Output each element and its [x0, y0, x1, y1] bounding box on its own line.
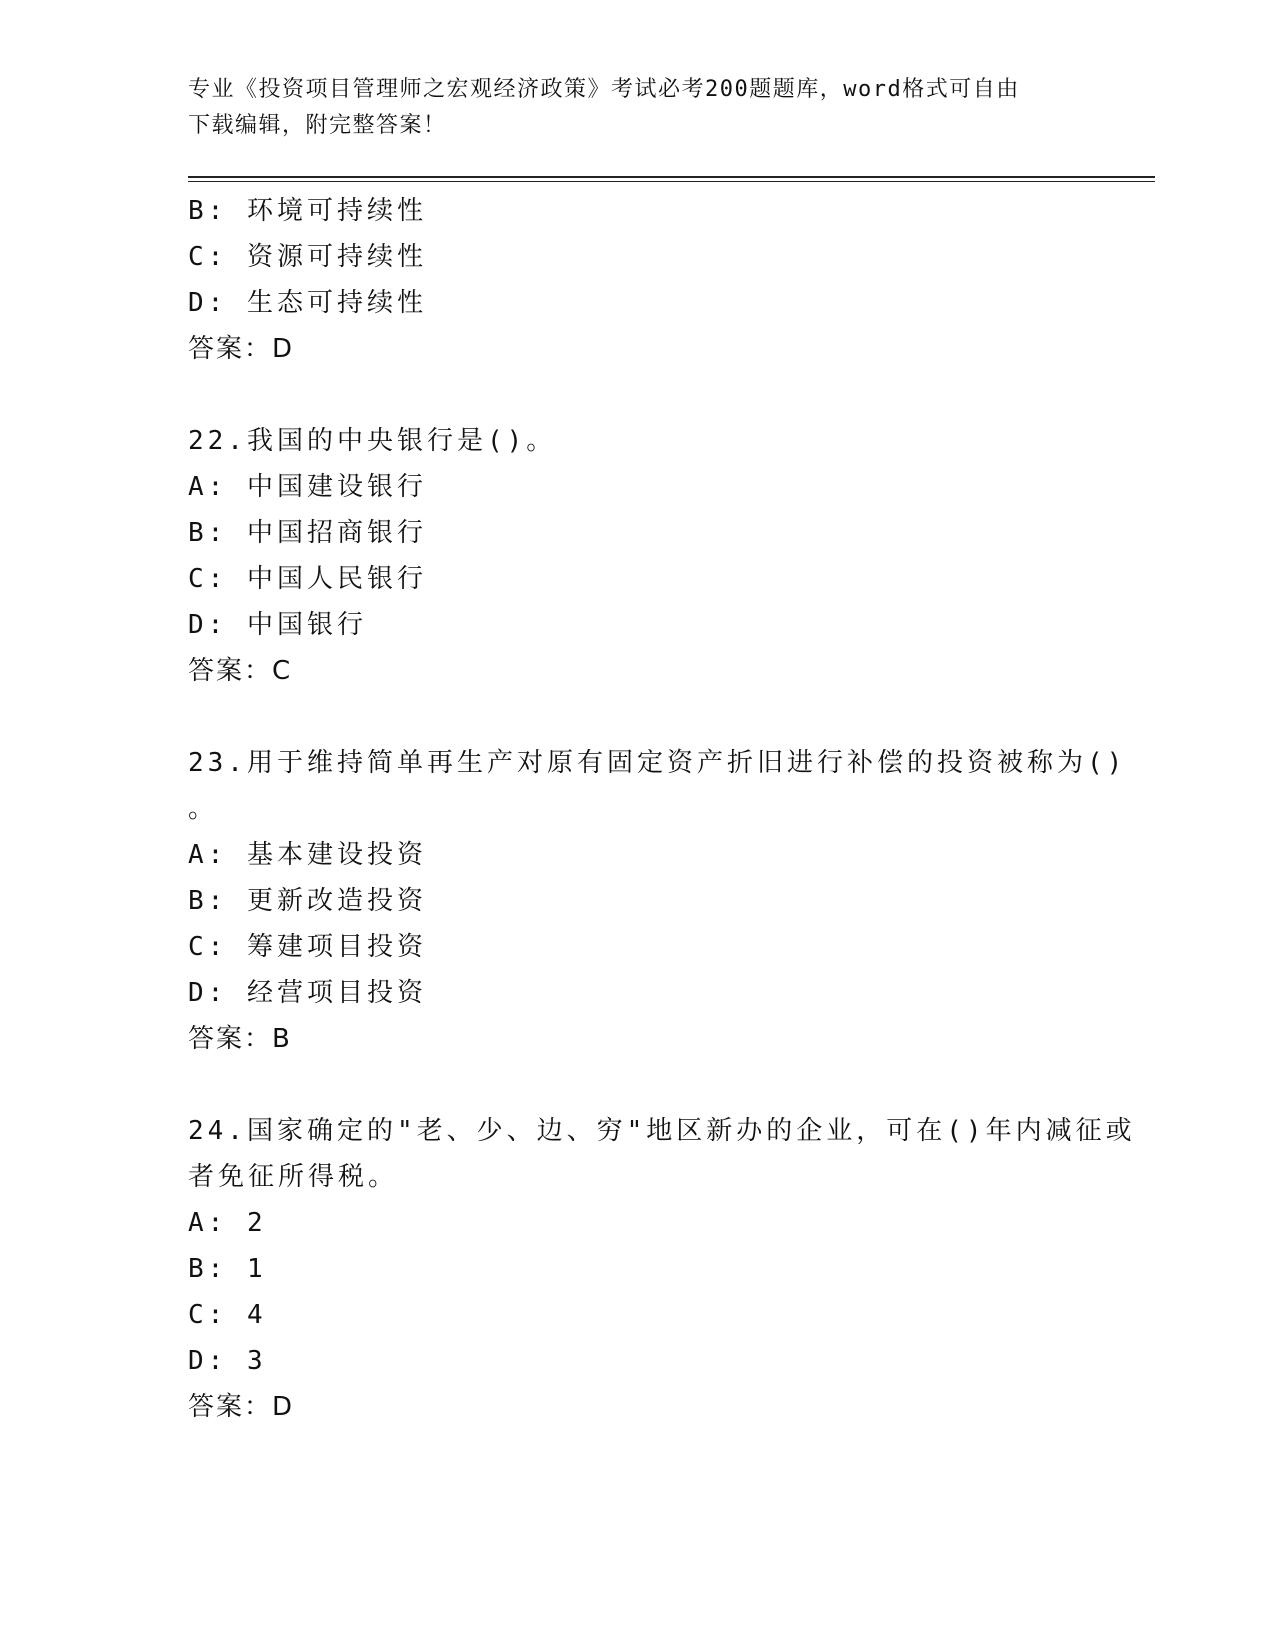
- option-c: C: 4: [188, 1300, 267, 1330]
- option-b: B: 1: [188, 1254, 267, 1284]
- question-list: [188, 188, 1136, 1430]
- question-stem: 22.我国的中央银行是()。: [188, 426, 557, 456]
- option-b: B: 环境可持续性: [188, 196, 427, 226]
- question-21-tail: [188, 188, 1088, 372]
- header-divider-thick: [188, 176, 1155, 178]
- option-d: D: 中国银行: [188, 610, 367, 640]
- answer-line: 答案：B: [188, 1024, 292, 1054]
- option-c: C: 资源可持续性: [188, 242, 427, 272]
- spacer: [188, 372, 1088, 418]
- option-a: A: 基本建设投资: [188, 840, 427, 870]
- answer-line: 答案：C: [188, 656, 293, 686]
- option-d: D: 生态可持续性: [188, 288, 427, 318]
- header-line-1: 专业《投资项目管理师之宏观经济政策》考试必考200题题库，word格式可自由: [188, 77, 1020, 102]
- option-d: D: 3: [188, 1346, 267, 1376]
- option-a: A: 2: [188, 1208, 267, 1238]
- option-d: D: 经营项目投资: [188, 978, 427, 1008]
- spacer: [188, 1062, 1088, 1108]
- question-24: [188, 1108, 1136, 1430]
- option-b: B: 中国招商银行: [188, 518, 427, 548]
- answer-line: 答案：D: [188, 1392, 295, 1422]
- question-23: [188, 740, 1127, 1062]
- answer-line: 答案：D: [188, 334, 295, 364]
- option-b: B: 更新改造投资: [188, 886, 427, 916]
- question-stem-line-2: 。: [188, 794, 219, 824]
- option-c: C: 筹建项目投资: [188, 932, 427, 962]
- document-header: [188, 72, 1068, 144]
- header-line-2: 下载编辑，附完整答案！: [188, 113, 447, 138]
- question-stem-line-1: 24.国家确定的"老、少、边、穷"地区新办的企业，可在()年内减征或: [188, 1116, 1136, 1146]
- option-a: A: 中国建设银行: [188, 472, 427, 502]
- question-stem-line-1: 23.用于维持简单再生产对原有固定资产折旧进行补偿的投资被称为(): [188, 748, 1127, 778]
- option-c: C: 中国人民银行: [188, 564, 427, 594]
- question-22: [188, 418, 1088, 694]
- spacer: [188, 694, 1088, 740]
- question-stem-line-2: 者免征所得税。: [188, 1162, 399, 1192]
- header-divider-thin: [188, 181, 1155, 182]
